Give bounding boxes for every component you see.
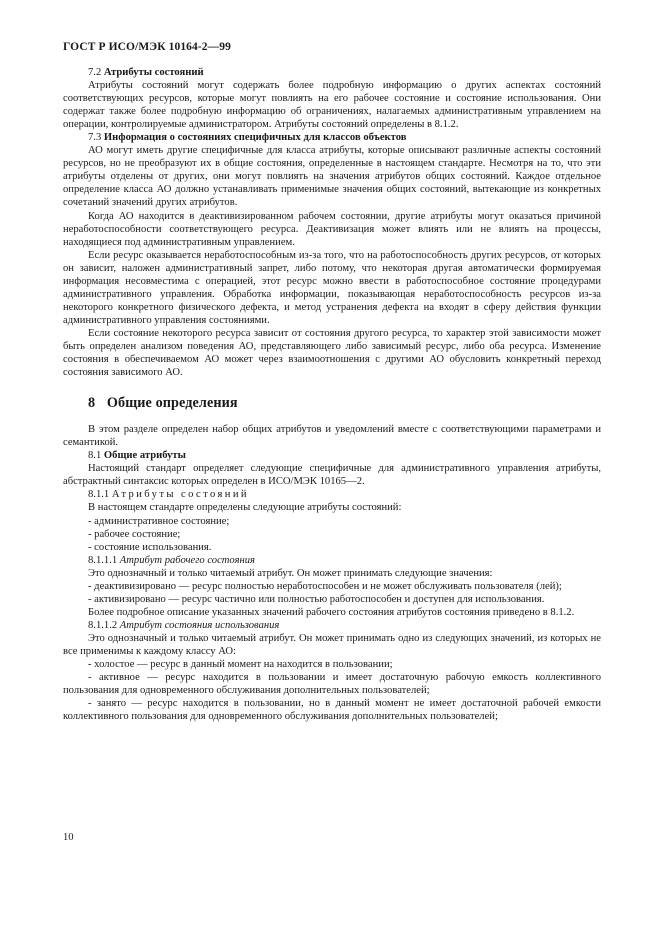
list-item: - активное — ресурс находится в пользовании и имеет достаточную рабочую емкость коллективного пользования для одновременного обслуживания дополнительных пользователей; xyxy=(63,672,601,697)
section-8-heading xyxy=(63,397,601,410)
paragraph: Если ресурс оказывается неработоспособным из-за того, что на работоспособность других ресурсов, от которых он зависит, наложен административный запрет, либо потому, что некоторая другая автоматически формируемая информация несовместима с операцией, этот ресурс можно ввести в работоспособное состояние процедурами административного управления. Обработка информации, показывающая неработоспособность ресурсов из-за некоторого конкретного физического дефекта, и метод устранения дефекта на входят в сферу действия функции административного управления состояниями. xyxy=(63,249,601,326)
section-number: 7.2 xyxy=(88,67,102,78)
section-number: 7.3 xyxy=(88,132,102,144)
section-number: 8.1.1.1 xyxy=(88,554,118,566)
list-item: - деактивизировано — ресурс полностью неработоспособен и не может обслуживать пользователя (лей); xyxy=(88,580,562,592)
section-8-1-1-2-heading xyxy=(63,619,601,632)
paragraph: Это однозначный и только читаемый атрибут. Он может принимать одно из следующих значений, из которых не все применимы к каждому классу АО: xyxy=(63,632,601,657)
page-number: 10 xyxy=(63,832,74,843)
section-7-3-heading xyxy=(63,131,601,144)
section-number: 8 xyxy=(88,395,96,412)
section-number: 8.1.1.2 xyxy=(88,619,118,631)
section-8-1-1-heading xyxy=(63,488,601,501)
section-number: 8.1 xyxy=(88,450,102,462)
paragraph: Если состояние некоторого ресурса зависит от состояния другого ресурса, то характер этой зависимости может быть определен анализом поведения АО, представляющего либо зависимый ресурс, либо оба ресурса. Изменение состояния в обеспечиваемом АО может через взаимоотношения с другими АО обусловить конкретный переход состояния зависимого АО. xyxy=(63,327,601,379)
paragraph: В настоящем стандарте определены следующие атрибуты состояний: xyxy=(88,502,402,514)
paragraph: Настоящий стандарт определяет следующие специфичные для административного управления атрибуты, абстрактный синтаксис которых определен в ИСО/МЭК 10165—2. xyxy=(63,463,601,488)
list-item: - рабочее состояние; xyxy=(88,528,181,540)
section-number: 8.1.1 xyxy=(88,489,110,501)
paragraph: Когда АО находится в деактивизированном рабочем состоянии, другие атрибуты могут оказаться причиной неработоспособности соответствующего ресурса. Деактивизация может влиять или не влиять на процессы, находящиеся под административным управлением. xyxy=(63,210,601,248)
list-item: - административное состояние; xyxy=(88,515,230,527)
paragraph: В этом разделе определен набор общих атрибутов и уведомлений вместе с соответствующими параметрами и семантикой. xyxy=(63,424,601,449)
document-body xyxy=(63,66,601,723)
section-title: Атрибуты состояний xyxy=(111,489,250,501)
list-item: - состояние использования. xyxy=(88,541,212,553)
section-8-1-1-1-heading xyxy=(63,554,601,567)
document-header: ГОСТ Р ИСО/МЭК 10164-2—99 xyxy=(63,41,231,53)
list-item: - активизировано — ресурс частично или полностью работоспособен и доступен для использования. xyxy=(88,593,545,605)
paragraph: Это однозначный и только читаемый атрибут. Он может принимать следующие значения: xyxy=(88,567,493,579)
list-item: - занято — ресурс находится в пользовании, но в данный момент не имеет достаточной рабочей емкости коллективного пользования для одновременного обслуживания дополнительных пользователей; xyxy=(63,698,601,723)
section-title: Атрибуты состояний xyxy=(103,67,204,78)
list-item: - холостое — ресурс в данный момент на находится в пользовании; xyxy=(88,659,393,671)
section-7-2-heading xyxy=(63,66,601,79)
section-title: Информация о состояниях специфичных для классов объектов xyxy=(103,132,407,144)
paragraph: АО могут иметь другие специфичные для класса атрибуты, которые описывают различные аспекты состояний ресурсов, но не преобразуют их в общие состояния, определенные в настоящем стандарте. Несмотря на то, что эти атрибуты отделены от других, они могут повлиять на значения атрибутов общих состояний. Каждое отдельное определение класса АО должно устанавливать применимые значения общих состояний, вытекающие из конкретных сочетаний значений других атрибутов. xyxy=(63,145,601,209)
section-title: Атрибут рабочего состояния xyxy=(119,554,255,566)
section-title: Общие определения xyxy=(106,395,238,412)
section-8-1-heading xyxy=(63,449,601,462)
section-title: Атрибут состояния использования xyxy=(119,619,280,631)
paragraph: Более подробное описание указанных значений рабочего состояния атрибутов состояния приведено в 8.1.2. xyxy=(88,606,575,618)
section-title: Общие атрибуты xyxy=(103,450,186,462)
paragraph: Атрибуты состояний могут содержать более подробную информацию о других аспектах состояний соответствующих ресурсов, которые могут повлиять на его рабочее состояние и состояние использования. Они содержат также более подробную информацию об ограничениях, налагаемых административным управлением на операции, контролируемые администратором. Атрибуты состояний определены в 8.1.2. xyxy=(63,80,601,131)
